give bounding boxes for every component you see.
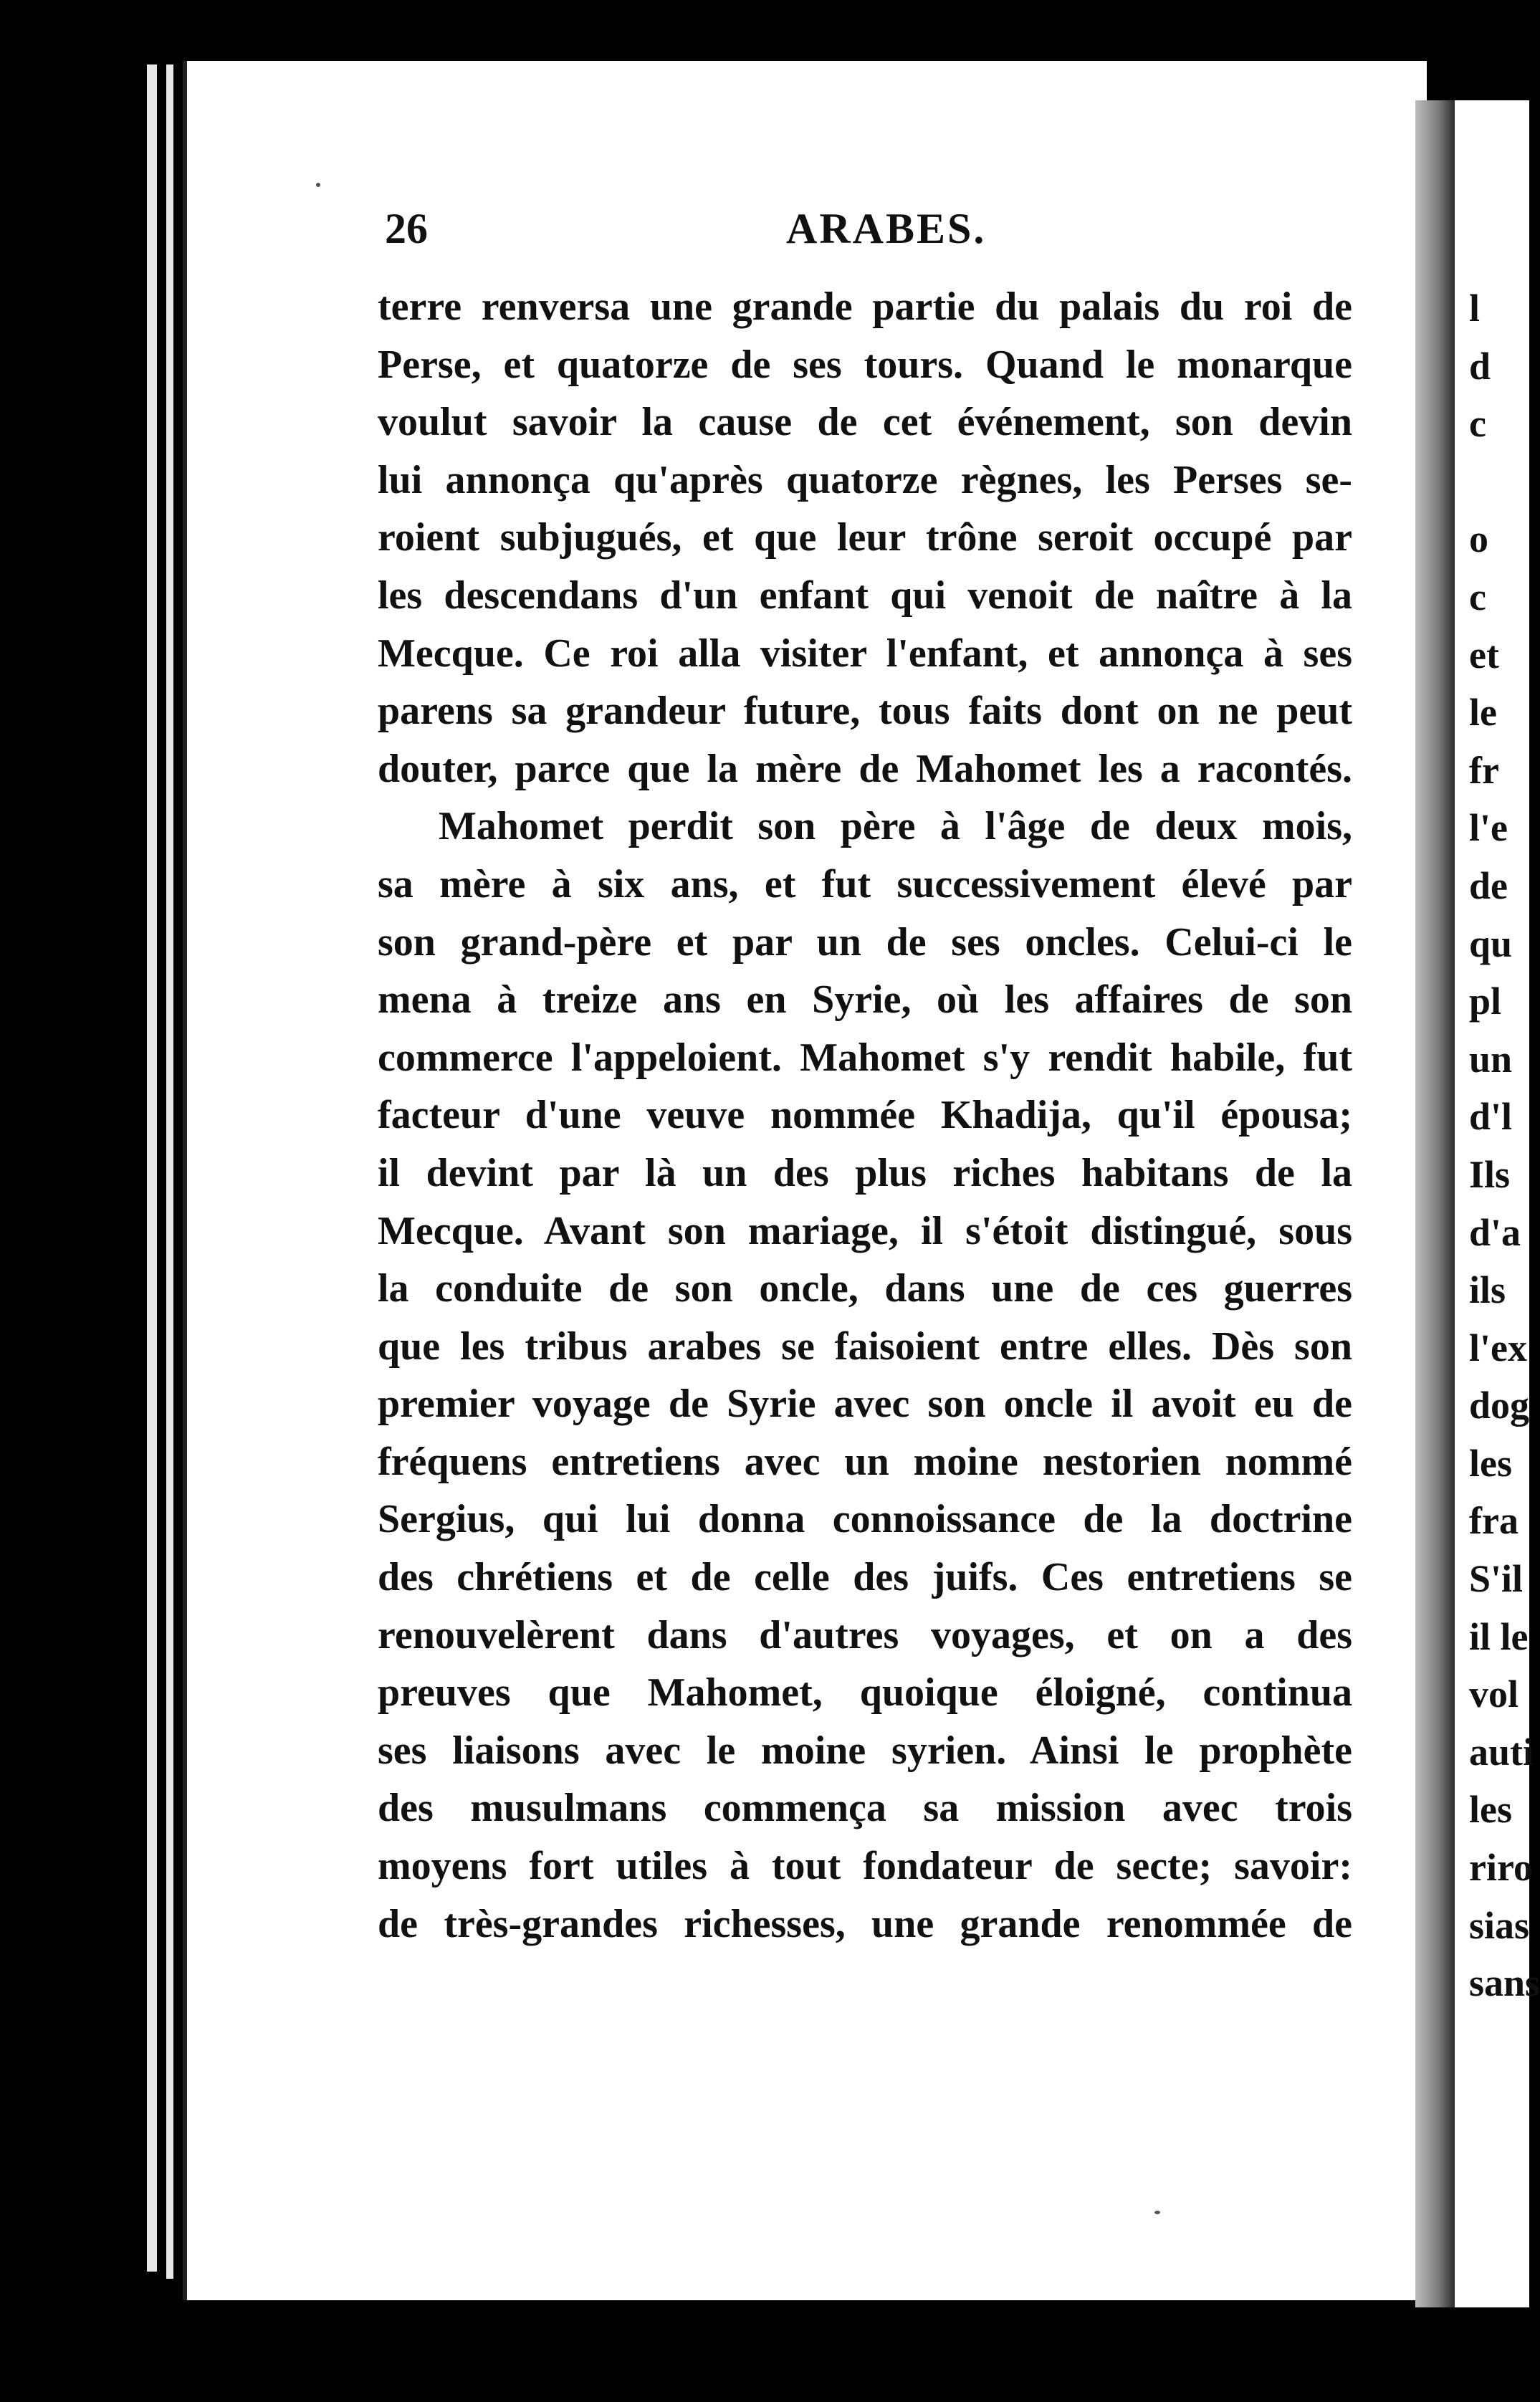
text-line: renouvelèrent dans d'autres voyages, et on a des [378, 1612, 1352, 1657]
text-line: facteur d'une veuve nommée Khadija, qu'il épousa; [378, 1093, 1352, 1138]
text-line: lui annonça qu'après quatorze règnes, les Perses se- [378, 457, 1352, 502]
facing-line-fragment: les [1469, 1788, 1512, 1832]
text-line: de très-grandes richesses, une grande renommée de [378, 1901, 1352, 1946]
facing-line-fragment: Ils [1469, 1152, 1511, 1196]
text-line: Mecque. Avant son mariage, il s'étoit distingué, sous [378, 1208, 1352, 1253]
facing-page-text [1455, 279, 1540, 2012]
text-line: moyens fort utiles à tout fondateur de secte; savoir: [378, 1844, 1352, 1889]
facing-line-fragment: qu [1469, 922, 1513, 965]
text-line: les descendans d'un enfant qui venoit de naître à la [378, 573, 1352, 618]
facing-line-fragment [1455, 453, 1529, 511]
text-line: des musulmans commença sa mission avec trois [378, 1786, 1352, 1831]
facing-line-fragment: les [1469, 1441, 1512, 1485]
facing-line-fragment: riro [1469, 1846, 1533, 1890]
text-line: Perse, et quatorze de ses tours. Quand le monarque [378, 342, 1352, 387]
facing-line-fragment: l'ex [1469, 1326, 1527, 1369]
text-line: sa mère à six ans, et fut successivement élevé par [378, 861, 1352, 906]
text-line: parens sa grandeur future, tous faits dont on ne peut [378, 689, 1352, 734]
text-line: preuves que Mahomet, quoique éloigné, continua [378, 1670, 1352, 1716]
page-header [385, 204, 1352, 269]
facing-line-fragment: le [1469, 691, 1497, 735]
text-line: premier voyage de Syrie avec son oncle il avoit eu de [378, 1382, 1352, 1427]
text-line: roient subjugués, et que leur trône seroit occupé par [378, 515, 1352, 560]
facing-page-fragment [1455, 100, 1540, 2307]
text-line: que les tribus arabes se faisoient entre elles. Dès son [378, 1324, 1352, 1369]
facing-line-fragment: fr [1469, 748, 1499, 792]
facing-line-fragment: o [1469, 517, 1488, 561]
facing-line-fragment: un [1469, 1037, 1513, 1081]
facing-line-fragment: S'il [1469, 1557, 1524, 1601]
page-number: 26 [385, 205, 428, 252]
facing-line-fragment: l'e [1469, 806, 1508, 850]
facing-line-fragment: il le [1469, 1614, 1529, 1658]
facing-line-fragment: l [1469, 287, 1481, 330]
text-line: terre renversa une grande partie du palais du roi de [378, 284, 1352, 329]
facing-line-fragment: sans [1469, 1961, 1540, 2005]
text-line: Mecque. Ce roi alla visiter l'enfant, et annonça à ses [378, 631, 1352, 676]
text-line: mena à treize ans en Syrie, où les affaires de son [378, 977, 1352, 1023]
facing-line-fragment: d'l [1469, 1095, 1513, 1139]
text-line: voulut savoir la cause de cet événement, son devin [378, 400, 1352, 445]
text-line: fréquens entretiens avec un moine nestorien nommé [378, 1439, 1352, 1484]
facing-line-fragment: d [1469, 344, 1491, 388]
page-body-text [378, 278, 1352, 1953]
text-line: douter, parce que la mère de Mahomet les a racontés. [378, 746, 1352, 791]
text-line: son grand-père et par un de ses oncles. Celui-ci le [378, 919, 1352, 965]
page-edge-strip [147, 64, 157, 2272]
book-gutter-shadow [1415, 100, 1455, 2307]
text-line: Sergius, qui lui donna connoissance de la doctrine [378, 1497, 1352, 1542]
paper-speck [316, 183, 320, 187]
facing-line-fragment: dog [1469, 1384, 1530, 1427]
text-line: des chrétiens et de celle des juifs. Ces entretiens se [378, 1555, 1352, 1600]
text-line: il devint par là un des plus riches habitans de la [378, 1150, 1352, 1195]
facing-line-fragment: pl [1469, 980, 1502, 1023]
text-line: Mahomet perdit son père à l'âge de deux mois, [439, 804, 1352, 849]
facing-line-fragment: c [1469, 402, 1486, 446]
facing-line-fragment: d'a [1469, 1210, 1521, 1254]
facing-line-fragment: fra [1469, 1499, 1519, 1543]
facing-line-fragment: et [1469, 633, 1499, 676]
text-line: ses liaisons avec le moine syrien. Ainsi le prophète [378, 1728, 1352, 1773]
text-line: commerce l'appeloient. Mahomet s'y rendit habile, fut [378, 1035, 1352, 1080]
facing-line-fragment: de [1469, 863, 1508, 907]
text-line: la conduite de son oncle, dans une de ces guerres [378, 1266, 1352, 1311]
book-edge-dark [0, 0, 165, 2402]
facing-line-fragment: vol [1469, 1673, 1519, 1716]
facing-line-fragment: sias [1469, 1903, 1530, 1947]
facing-line-fragment: ils [1469, 1268, 1506, 1312]
page-edge-strip [166, 64, 173, 2279]
running-head: ARABES. [786, 205, 987, 252]
paper-speck [1154, 2211, 1160, 2214]
facing-line-fragment: auti [1469, 1730, 1534, 1774]
facing-line-fragment: c [1469, 575, 1486, 618]
